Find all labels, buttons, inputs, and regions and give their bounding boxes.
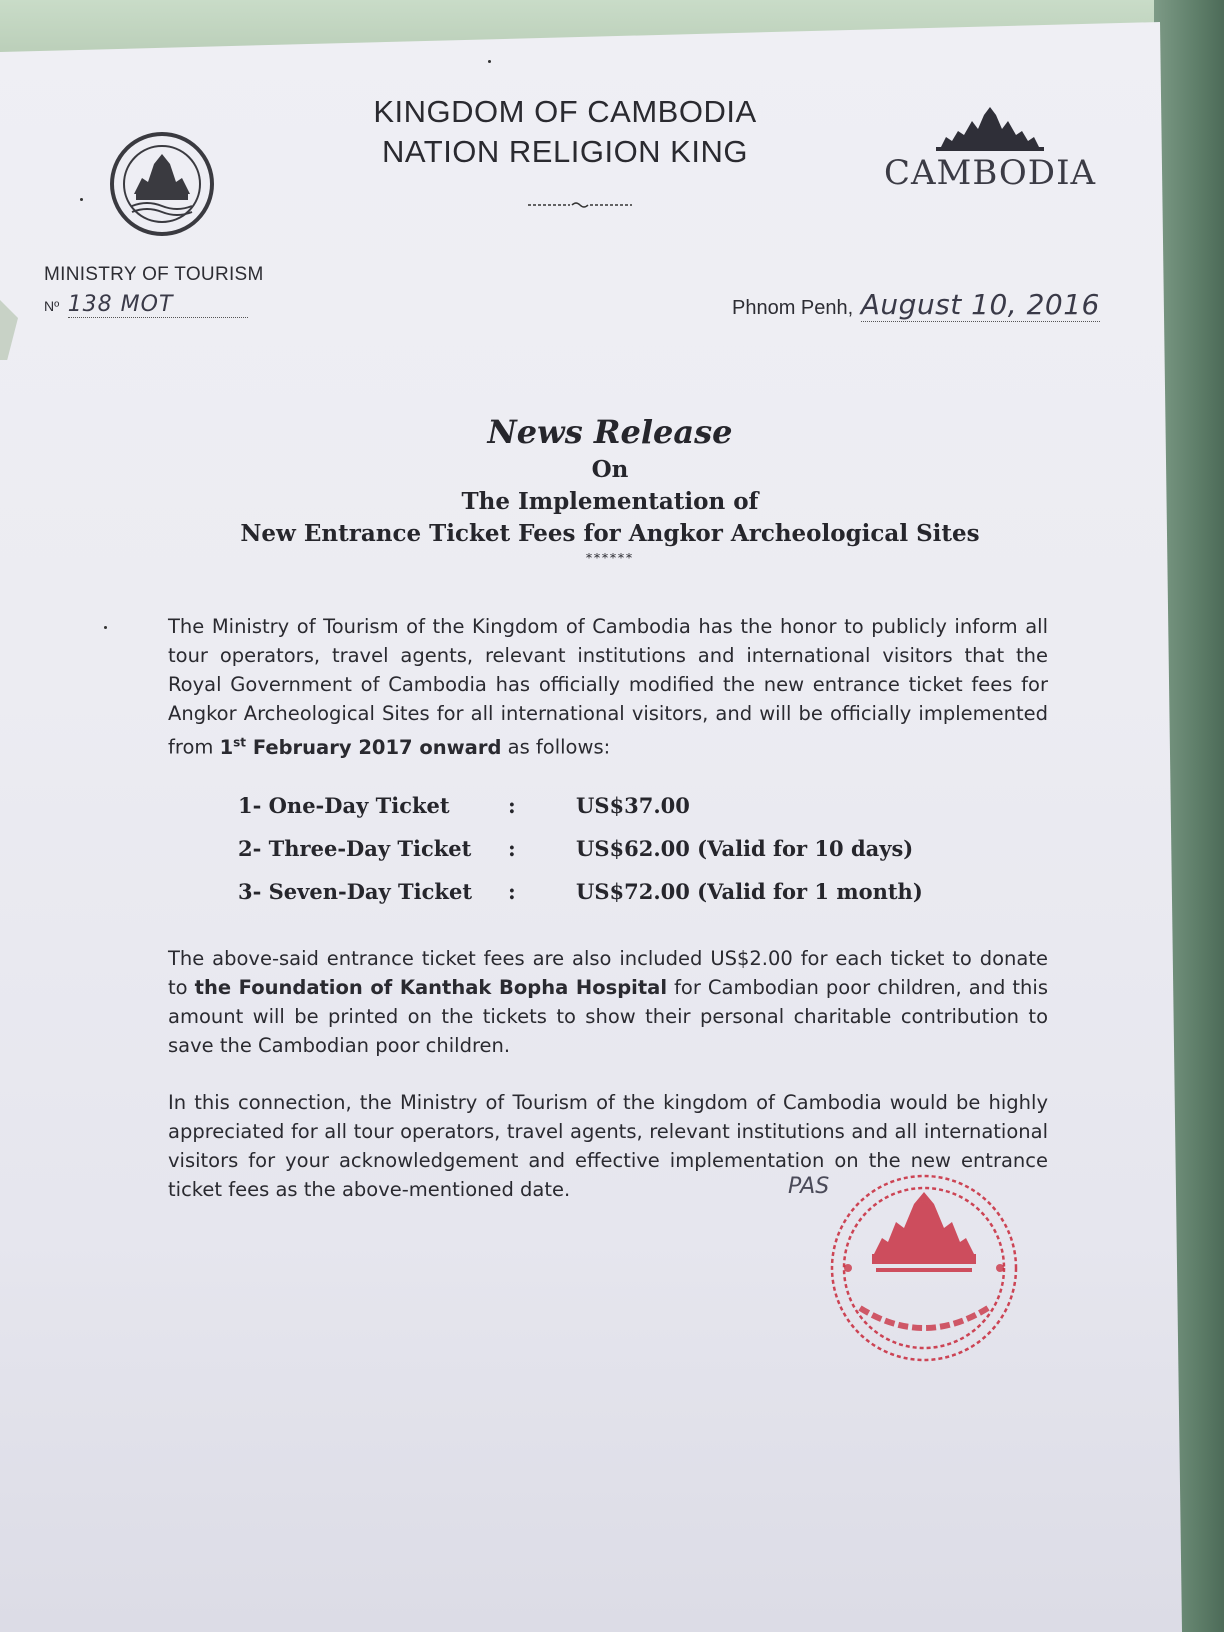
cambodia-brand-logo xyxy=(880,105,1100,205)
reference-number xyxy=(44,292,248,318)
para1-date-rest: February 2017 onward xyxy=(246,735,502,759)
fee-colon: : xyxy=(508,879,516,904)
reference-value: 138 MOT xyxy=(68,292,248,318)
para2-foundation: the Foundation of Kanthak Bopha Hospital xyxy=(194,976,668,999)
fee-colon: : xyxy=(508,793,516,818)
paper-speck xyxy=(104,626,107,629)
ornament-divider xyxy=(520,200,640,210)
kingdom-line: KINGDOM OF CAMBODIA xyxy=(373,94,757,129)
place: Phnom Penh, xyxy=(732,297,854,319)
handwritten-initials: PAS xyxy=(788,1174,830,1199)
paper-speck xyxy=(80,198,83,201)
para1-date xyxy=(220,736,502,759)
para1-date-sup: st xyxy=(233,735,247,749)
fee-price: US$62.00 (Valid for 10 days) xyxy=(576,836,914,861)
fee-name: 1- One-Day Ticket xyxy=(238,793,450,818)
title-implementation: The Implementation of xyxy=(461,488,759,515)
para1-date-day: 1 xyxy=(219,735,234,759)
kingdom-header xyxy=(330,92,800,172)
title-subject: New Entrance Ticket Fees for Angkor Archeological Sites xyxy=(240,520,980,547)
fee-price: US$37.00 xyxy=(576,793,690,818)
para1-text: The Ministry of Tourism of the Kingdom of Cambodia has the honor to publicly inform all tour operators, travel agents, relevant institutions and international visitors that the Royal Government of Cambodia has officially modified the new entrance ticket fees for Angkor Archeological Sites for all international visitors, and will be officially implemented from xyxy=(168,615,1048,759)
paragraph-intro xyxy=(168,612,1048,762)
paragraph-donation xyxy=(168,944,1048,1060)
fee-name: 2- Three-Day Ticket xyxy=(238,836,472,861)
ministry-seal-icon xyxy=(108,130,216,238)
para1-tail: as follows: xyxy=(501,735,611,759)
fee-price: US$72.00 (Valid for 1 month) xyxy=(576,879,923,904)
motto-line: NATION RELIGION KING xyxy=(382,134,748,169)
paper-speck xyxy=(488,60,491,63)
fee-row xyxy=(238,870,976,913)
fee-colon: : xyxy=(508,836,516,861)
paragraph-closing: In this connection, the Ministry of Tourism of the kingdom of Cambodia would be highly appreciated for all tour operators, travel agents, relevant institutions and all international visitors for your acknowledgement and effective implementation on the new entrance ticket fees as the above-mentioned date. xyxy=(168,1091,1048,1201)
angkor-silhouette-icon xyxy=(880,105,1100,153)
date: August 10, 2016 xyxy=(860,288,1100,321)
para2-text-a: The above-said entrance ticket fees are also included US$2.00 for each ticket to donate to xyxy=(168,947,1048,999)
title-block xyxy=(180,410,1040,566)
fee-list xyxy=(238,784,976,913)
fee-row xyxy=(238,827,976,870)
brand-text: CAMBODIA xyxy=(883,153,1097,193)
para2-text-b: for Cambodian poor children, and this amount will be printed on the tickets to show their personal charitable contribution to save the Cambodian poor children. xyxy=(168,976,1048,1057)
official-stamp-icon xyxy=(790,1168,1058,1368)
place-date xyxy=(732,288,1100,322)
ministry-name: MINISTRY OF TOURISM xyxy=(44,264,264,285)
reference-label: Nº xyxy=(44,298,60,314)
fee-row xyxy=(238,784,976,827)
title-on: On xyxy=(591,456,629,483)
release-title: News Release xyxy=(487,413,733,451)
fee-name: 3- Seven-Day Ticket xyxy=(238,879,473,904)
title-separator: ****** xyxy=(586,551,634,565)
